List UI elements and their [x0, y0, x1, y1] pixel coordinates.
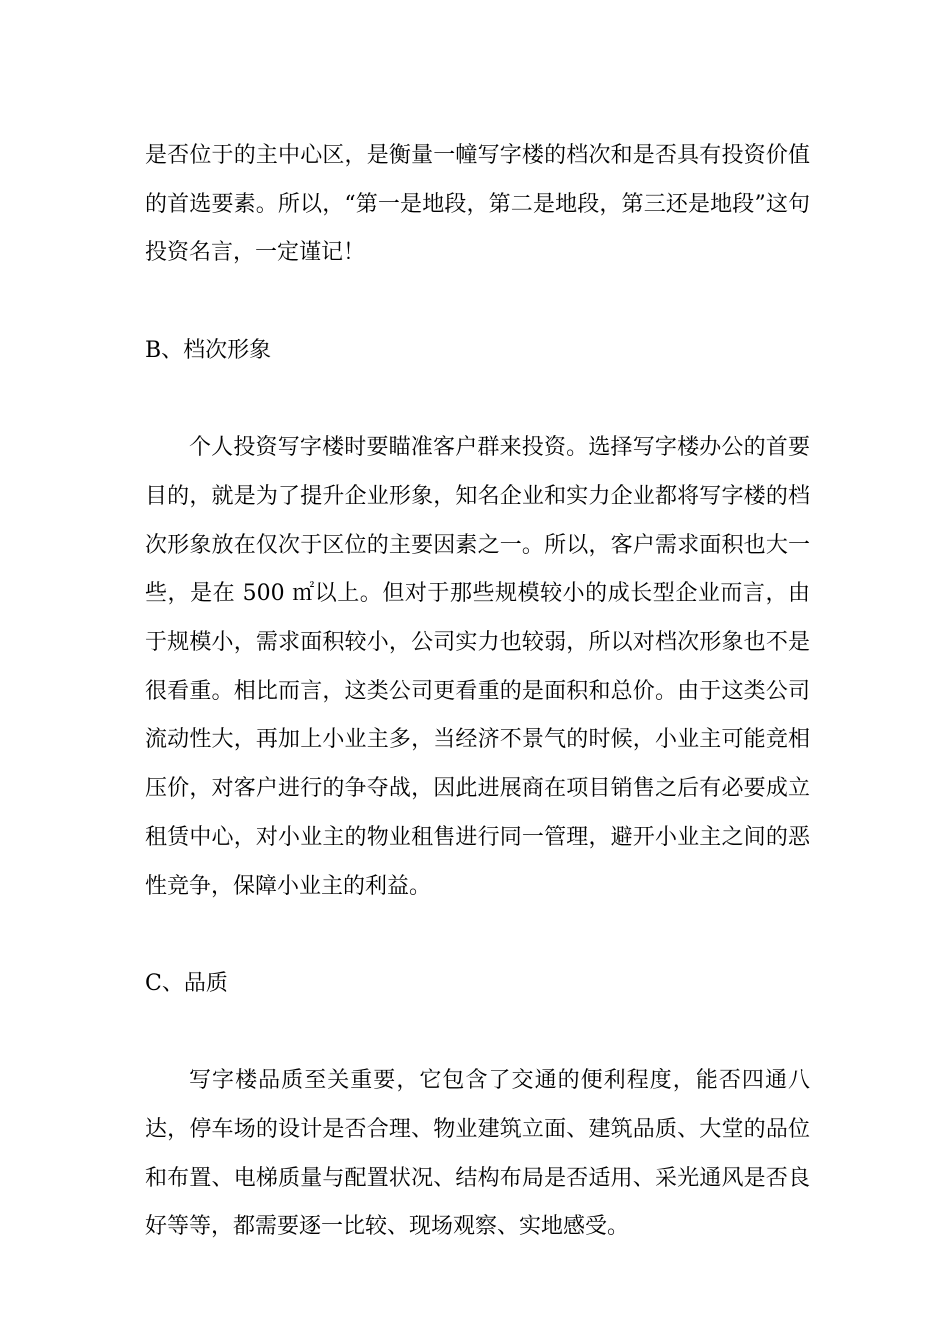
spacer [145, 278, 810, 327]
paragraph-location: 是否位于的主中心区，是衡量一幢写字楼的档次和是否具有投资价值的首选要素。所以，“第一是地段，第二是地段，第三还是地段”这句投资名言，一定谨记！ [145, 143, 810, 266]
spacer [145, 376, 810, 425]
spacer [145, 1009, 810, 1058]
paragraph-quality: 写字楼品质至关重要，它包含了交通的便利程度，能否四通八达，停车场的设计是否合理、物业建筑立面、建筑品质、大堂的品位和布置、电梯质量与配置状况、结构布局是否适用、采光通风是否良好等等，都需要逐一比较、现场观察、实地感受。 [145, 1068, 810, 1240]
document-body [145, 132, 810, 1252]
section-b-heading: B、档次形象 [145, 337, 272, 363]
paragraph-image: 个人投资写字楼时要瞄准客户群来投资。选择写字楼办公的首要目的，就是为了提升企业形象，知名企业和实力企业都将写字楼的档次形象放在仅次于区位的主要因素之一。所以，客户需求面积也大一些，是在 500 ㎡以上。但对于那些规模较小的成长型企业而言，由于规模小，需求面积较小，公司实力也较弱，所以对档次形象也不是很看重。相比而言，这类公司更看重的是面积和总价。由于这类公司流动性大，再加上小业主多，当经济不景气的时候，小业主可能竞相压价，对客户进行的争夺战，因此进展商在项目销售之后有必要成立租赁中心，对小业主的物业租售进行同一管理，避开小业主之间的恶性竞争，保障小业主的利益。 [145, 435, 810, 899]
section-c-heading: C、品质 [145, 970, 228, 996]
spacer [145, 911, 810, 960]
